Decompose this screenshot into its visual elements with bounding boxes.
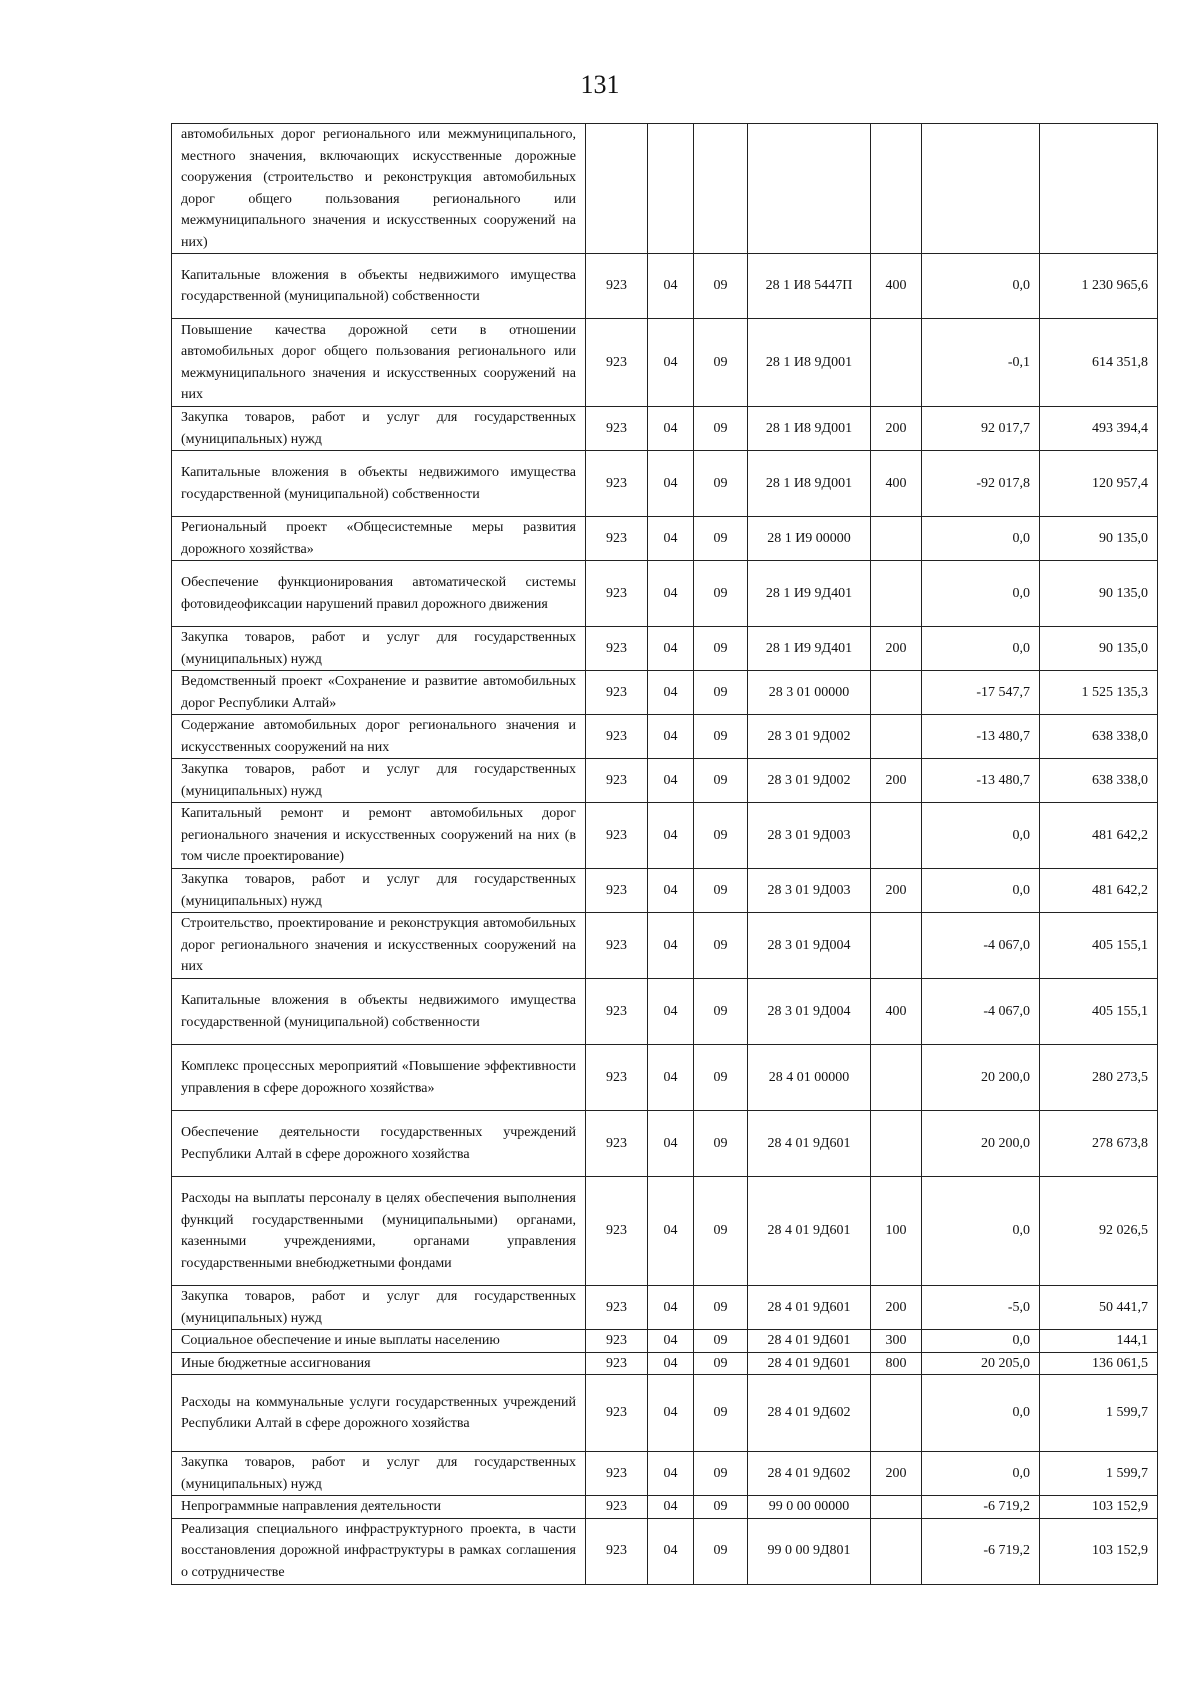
- cell-podrazdel: 09: [694, 254, 748, 319]
- cell-total-amount: 1 599,7: [1040, 1375, 1158, 1452]
- cell-target-article: 28 4 01 00000: [748, 1045, 871, 1111]
- table-row: [172, 517, 1158, 561]
- row-name: Закупка товаров, работ и услуг для государственных (муниципальных) нужд: [172, 1286, 586, 1330]
- cell-expense-type: 100: [871, 1177, 922, 1286]
- cell-razdel: 04: [648, 1352, 694, 1375]
- table-row: [172, 1111, 1158, 1177]
- cell-podrazdel: 09: [694, 1352, 748, 1375]
- cell-razdel: 04: [648, 869, 694, 913]
- cell-razdel: 04: [648, 1330, 694, 1353]
- cell-glava: 923: [586, 451, 648, 517]
- table-row: [172, 671, 1158, 715]
- cell-total-amount: 638 338,0: [1040, 715, 1158, 759]
- cell-total-amount: 481 642,2: [1040, 803, 1158, 869]
- table-row: [172, 1452, 1158, 1496]
- cell-target-article: 28 4 01 9Д601: [748, 1111, 871, 1177]
- cell-podrazdel: 09: [694, 869, 748, 913]
- row-name: Строительство, проектирование и реконструкция автомобильных дорог регионального значения и искусственных сооружений на них: [172, 913, 586, 979]
- cell-target-article: 28 1 И8 9Д001: [748, 407, 871, 451]
- row-name: автомобильных дорог регионального или межмуниципального, местного значения, включающих искусственные дорожные сооружения (строительство и реконструкция автомобильных дорог общего пользования регионального или межмуниципального значения и искусственных сооружений на них): [172, 124, 586, 254]
- cell-total-amount: 481 642,2: [1040, 869, 1158, 913]
- table-row: [172, 254, 1158, 319]
- row-name: Закупка товаров, работ и услуг для государственных (муниципальных) нужд: [172, 759, 586, 803]
- row-name: Закупка товаров, работ и услуг для государственных (муниципальных) нужд: [172, 627, 586, 671]
- table-row: [172, 451, 1158, 517]
- cell-razdel: [648, 124, 694, 254]
- cell-total-amount: 103 152,9: [1040, 1518, 1158, 1584]
- cell-podrazdel: 09: [694, 1111, 748, 1177]
- row-name: Ведомственный проект «Сохранение и развитие автомобильных дорог Республики Алтай»: [172, 671, 586, 715]
- table-row: [172, 1375, 1158, 1452]
- row-name: Региональный проект «Общесистемные меры развития дорожного хозяйства»: [172, 517, 586, 561]
- cell-glava: 923: [586, 1111, 648, 1177]
- row-name: Закупка товаров, работ и услуг для государственных (муниципальных) нужд: [172, 869, 586, 913]
- cell-glava: 923: [586, 671, 648, 715]
- cell-razdel: 04: [648, 451, 694, 517]
- cell-podrazdel: 09: [694, 1518, 748, 1584]
- cell-target-article: 28 4 01 9Д601: [748, 1286, 871, 1330]
- cell-target-article: 28 3 01 9Д004: [748, 913, 871, 979]
- cell-glava: 923: [586, 407, 648, 451]
- cell-total-amount: 1 230 965,6: [1040, 254, 1158, 319]
- cell-target-article: 28 1 И9 00000: [748, 517, 871, 561]
- row-name: Содержание автомобильных дорог регионального значения и искусственных сооружений на них: [172, 715, 586, 759]
- cell-target-article: 28 4 01 9Д601: [748, 1330, 871, 1353]
- table-row: [172, 1518, 1158, 1584]
- cell-glava: 923: [586, 869, 648, 913]
- cell-glava: 923: [586, 759, 648, 803]
- cell-change-amount: 0,0: [922, 1375, 1040, 1452]
- cell-expense-type: 200: [871, 627, 922, 671]
- cell-target-article: 28 4 01 9Д602: [748, 1452, 871, 1496]
- cell-glava: 923: [586, 1045, 648, 1111]
- cell-razdel: 04: [648, 1375, 694, 1452]
- cell-podrazdel: 09: [694, 1330, 748, 1353]
- cell-glava: 923: [586, 979, 648, 1045]
- cell-expense-type: 400: [871, 979, 922, 1045]
- cell-change-amount: 92 017,7: [922, 407, 1040, 451]
- cell-total-amount: 278 673,8: [1040, 1111, 1158, 1177]
- cell-total-amount: 405 155,1: [1040, 979, 1158, 1045]
- cell-podrazdel: 09: [694, 1286, 748, 1330]
- cell-expense-type: 300: [871, 1330, 922, 1353]
- cell-glava: 923: [586, 1286, 648, 1330]
- cell-change-amount: 0,0: [922, 869, 1040, 913]
- cell-change-amount: 0,0: [922, 1452, 1040, 1496]
- cell-total-amount: 136 061,5: [1040, 1352, 1158, 1375]
- cell-expense-type: [871, 517, 922, 561]
- row-name: Капитальные вложения в объекты недвижимого имущества государственной (муниципальной) собственности: [172, 451, 586, 517]
- cell-glava: 923: [586, 319, 648, 407]
- cell-target-article: 28 1 И8 9Д001: [748, 319, 871, 407]
- cell-change-amount: -0,1: [922, 319, 1040, 407]
- cell-podrazdel: 09: [694, 671, 748, 715]
- row-name: Непрограммные направления деятельности: [172, 1496, 586, 1519]
- cell-razdel: 04: [648, 517, 694, 561]
- cell-expense-type: [871, 913, 922, 979]
- table-row: [172, 803, 1158, 869]
- cell-razdel: 04: [648, 627, 694, 671]
- cell-podrazdel: 09: [694, 1045, 748, 1111]
- cell-change-amount: -13 480,7: [922, 759, 1040, 803]
- cell-expense-type: [871, 1375, 922, 1452]
- table-row: [172, 1045, 1158, 1111]
- cell-glava: 923: [586, 517, 648, 561]
- table-row: [172, 627, 1158, 671]
- cell-target-article: 28 3 01 00000: [748, 671, 871, 715]
- cell-podrazdel: 09: [694, 759, 748, 803]
- cell-razdel: 04: [648, 671, 694, 715]
- cell-podrazdel: 09: [694, 407, 748, 451]
- cell-total-amount: [1040, 124, 1158, 254]
- cell-razdel: 04: [648, 1286, 694, 1330]
- cell-podrazdel: 09: [694, 979, 748, 1045]
- table-row: [172, 124, 1158, 254]
- row-name: Капитальный ремонт и ремонт автомобильных дорог регионального значения и искусственных сооружений на них (в том числе проектирование): [172, 803, 586, 869]
- cell-expense-type: [871, 319, 922, 407]
- cell-razdel: 04: [648, 803, 694, 869]
- cell-total-amount: 405 155,1: [1040, 913, 1158, 979]
- cell-podrazdel: 09: [694, 1452, 748, 1496]
- row-name: Комплекс процессных мероприятий «Повышение эффективности управления в сфере дорожного хозяйства»: [172, 1045, 586, 1111]
- cell-glava: 923: [586, 1330, 648, 1353]
- cell-glava: 923: [586, 1518, 648, 1584]
- cell-podrazdel: 09: [694, 1496, 748, 1519]
- cell-glava: 923: [586, 1375, 648, 1452]
- row-name: Капитальные вложения в объекты недвижимого имущества государственной (муниципальной) собственности: [172, 254, 586, 319]
- row-name: Расходы на выплаты персоналу в целях обеспечения выполнения функций государственными (муниципальными) органами, казенными учреждениями, органами управления государственными внебюджетными фондами: [172, 1177, 586, 1286]
- cell-change-amount: -13 480,7: [922, 715, 1040, 759]
- cell-glava: 923: [586, 254, 648, 319]
- cell-change-amount: -4 067,0: [922, 979, 1040, 1045]
- cell-expense-type: 200: [871, 407, 922, 451]
- cell-change-amount: 0,0: [922, 627, 1040, 671]
- cell-razdel: 04: [648, 1496, 694, 1519]
- cell-expense-type: [871, 561, 922, 627]
- cell-change-amount: 0,0: [922, 1177, 1040, 1286]
- cell-expense-type: [871, 1496, 922, 1519]
- row-name: Социальное обеспечение и иные выплаты населению: [172, 1330, 586, 1353]
- table-row: [172, 869, 1158, 913]
- cell-glava: 923: [586, 1352, 648, 1375]
- cell-expense-type: 200: [871, 869, 922, 913]
- cell-change-amount: 20 205,0: [922, 1352, 1040, 1375]
- cell-podrazdel: 09: [694, 715, 748, 759]
- cell-razdel: 04: [648, 715, 694, 759]
- table-row: [172, 1352, 1158, 1375]
- cell-change-amount: [922, 124, 1040, 254]
- cell-target-article: [748, 124, 871, 254]
- table-row: [172, 715, 1158, 759]
- cell-total-amount: 638 338,0: [1040, 759, 1158, 803]
- cell-glava: 923: [586, 627, 648, 671]
- table-row: [172, 913, 1158, 979]
- cell-expense-type: 200: [871, 1452, 922, 1496]
- cell-change-amount: 20 200,0: [922, 1111, 1040, 1177]
- cell-glava: 923: [586, 913, 648, 979]
- cell-target-article: 28 1 И8 5447П: [748, 254, 871, 319]
- cell-expense-type: [871, 803, 922, 869]
- cell-target-article: 28 4 01 9Д601: [748, 1177, 871, 1286]
- cell-expense-type: [871, 671, 922, 715]
- cell-target-article: 28 4 01 9Д601: [748, 1352, 871, 1375]
- cell-podrazdel: 09: [694, 627, 748, 671]
- cell-expense-type: [871, 1111, 922, 1177]
- cell-target-article: 28 1 И8 9Д001: [748, 451, 871, 517]
- row-name: Закупка товаров, работ и услуг для государственных (муниципальных) нужд: [172, 407, 586, 451]
- cell-target-article: 28 1 И9 9Д401: [748, 561, 871, 627]
- cell-total-amount: 92 026,5: [1040, 1177, 1158, 1286]
- table-row: [172, 759, 1158, 803]
- table-row: [172, 1330, 1158, 1353]
- table-row: [172, 561, 1158, 627]
- table-row: [172, 979, 1158, 1045]
- cell-expense-type: 400: [871, 254, 922, 319]
- cell-change-amount: 20 200,0: [922, 1045, 1040, 1111]
- cell-glava: 923: [586, 1496, 648, 1519]
- cell-podrazdel: 09: [694, 913, 748, 979]
- page-number: 131: [580, 70, 620, 99]
- cell-total-amount: 90 135,0: [1040, 627, 1158, 671]
- cell-total-amount: 90 135,0: [1040, 561, 1158, 627]
- cell-expense-type: [871, 124, 922, 254]
- cell-razdel: 04: [648, 1452, 694, 1496]
- cell-change-amount: 0,0: [922, 254, 1040, 319]
- row-name: Обеспечение деятельности государственных учреждений Республики Алтай в сфере дорожного хозяйства: [172, 1111, 586, 1177]
- cell-razdel: 04: [648, 1518, 694, 1584]
- cell-expense-type: 200: [871, 759, 922, 803]
- cell-total-amount: 50 441,7: [1040, 1286, 1158, 1330]
- cell-podrazdel: 09: [694, 517, 748, 561]
- cell-razdel: 04: [648, 759, 694, 803]
- row-name: Иные бюджетные ассигнования: [172, 1352, 586, 1375]
- cell-expense-type: 200: [871, 1286, 922, 1330]
- cell-expense-type: 800: [871, 1352, 922, 1375]
- cell-change-amount: -5,0: [922, 1286, 1040, 1330]
- cell-glava: 923: [586, 1452, 648, 1496]
- cell-total-amount: 90 135,0: [1040, 517, 1158, 561]
- cell-glava: 923: [586, 561, 648, 627]
- cell-total-amount: 144,1: [1040, 1330, 1158, 1353]
- cell-podrazdel: 09: [694, 561, 748, 627]
- cell-target-article: 28 3 01 9Д003: [748, 869, 871, 913]
- row-name: Реализация специального инфраструктурного проекта, в части восстановления дорожной инфраструктуры в рамках соглашения о сотрудничестве: [172, 1518, 586, 1584]
- cell-podrazdel: 09: [694, 1375, 748, 1452]
- budget-table: [171, 123, 1158, 1585]
- cell-total-amount: 280 273,5: [1040, 1045, 1158, 1111]
- row-name: Обеспечение функционирования автоматической системы фотовидеофиксации нарушений правил дорожного движения: [172, 561, 586, 627]
- cell-change-amount: 0,0: [922, 561, 1040, 627]
- cell-glava: 923: [586, 1177, 648, 1286]
- cell-target-article: 99 0 00 00000: [748, 1496, 871, 1519]
- cell-total-amount: 103 152,9: [1040, 1496, 1158, 1519]
- row-name: Расходы на коммунальные услуги государственных учреждений Республики Алтай в сфере дорожного хозяйства: [172, 1375, 586, 1452]
- cell-target-article: 28 3 01 9Д003: [748, 803, 871, 869]
- budget-table-body: [172, 124, 1158, 1585]
- row-name: Закупка товаров, работ и услуг для государственных (муниципальных) нужд: [172, 1452, 586, 1496]
- cell-expense-type: [871, 1045, 922, 1111]
- row-name: Капитальные вложения в объекты недвижимого имущества государственной (муниципальной) собственности: [172, 979, 586, 1045]
- cell-change-amount: -6 719,2: [922, 1518, 1040, 1584]
- cell-podrazdel: 09: [694, 319, 748, 407]
- cell-target-article: 28 3 01 9Д002: [748, 715, 871, 759]
- cell-podrazdel: 09: [694, 803, 748, 869]
- cell-razdel: 04: [648, 407, 694, 451]
- cell-expense-type: [871, 715, 922, 759]
- cell-change-amount: -4 067,0: [922, 913, 1040, 979]
- cell-razdel: 04: [648, 979, 694, 1045]
- cell-razdel: 04: [648, 254, 694, 319]
- cell-target-article: 99 0 00 9Д801: [748, 1518, 871, 1584]
- cell-expense-type: [871, 1518, 922, 1584]
- cell-expense-type: 400: [871, 451, 922, 517]
- cell-change-amount: -17 547,7: [922, 671, 1040, 715]
- cell-change-amount: -92 017,8: [922, 451, 1040, 517]
- cell-glava: [586, 124, 648, 254]
- cell-glava: 923: [586, 803, 648, 869]
- cell-podrazdel: 09: [694, 1177, 748, 1286]
- cell-target-article: 28 1 И9 9Д401: [748, 627, 871, 671]
- cell-glava: 923: [586, 715, 648, 759]
- cell-target-article: 28 3 01 9Д002: [748, 759, 871, 803]
- cell-razdel: 04: [648, 1177, 694, 1286]
- table-row: [172, 1177, 1158, 1286]
- cell-razdel: 04: [648, 1111, 694, 1177]
- table-row: [172, 407, 1158, 451]
- cell-change-amount: 0,0: [922, 1330, 1040, 1353]
- row-name: Повышение качества дорожной сети в отношении автомобильных дорог общего пользования регионального или межмуниципального значения и искусственных сооружений на них: [172, 319, 586, 407]
- cell-total-amount: 1 525 135,3: [1040, 671, 1158, 715]
- cell-target-article: 28 3 01 9Д004: [748, 979, 871, 1045]
- cell-razdel: 04: [648, 561, 694, 627]
- cell-podrazdel: [694, 124, 748, 254]
- cell-total-amount: 120 957,4: [1040, 451, 1158, 517]
- table-row: [172, 319, 1158, 407]
- cell-total-amount: 1 599,7: [1040, 1452, 1158, 1496]
- cell-podrazdel: 09: [694, 451, 748, 517]
- cell-total-amount: 493 394,4: [1040, 407, 1158, 451]
- cell-razdel: 04: [648, 1045, 694, 1111]
- cell-razdel: 04: [648, 319, 694, 407]
- cell-change-amount: 0,0: [922, 803, 1040, 869]
- table-row: [172, 1496, 1158, 1519]
- cell-total-amount: 614 351,8: [1040, 319, 1158, 407]
- cell-target-article: 28 4 01 9Д602: [748, 1375, 871, 1452]
- cell-razdel: 04: [648, 913, 694, 979]
- cell-change-amount: -6 719,2: [922, 1496, 1040, 1519]
- cell-change-amount: 0,0: [922, 517, 1040, 561]
- table-row: [172, 1286, 1158, 1330]
